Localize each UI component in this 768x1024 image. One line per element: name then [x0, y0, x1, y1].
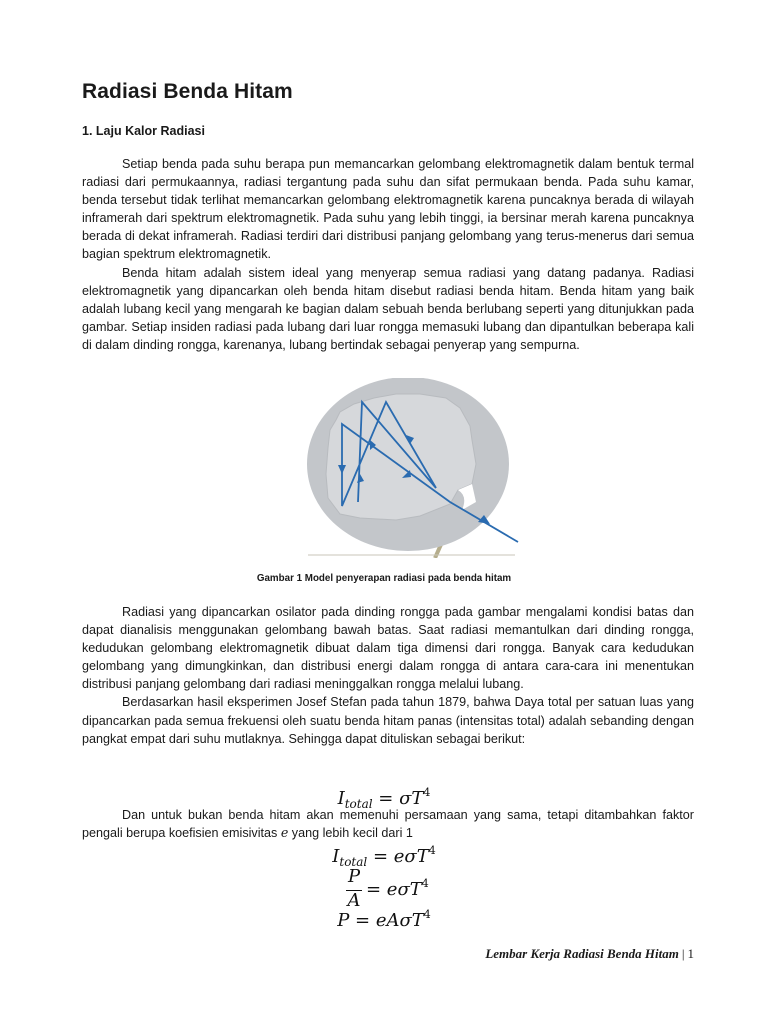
eq-subscript: total [344, 797, 373, 811]
eq-symbol: I [337, 788, 345, 809]
eq-exponent: 4 [428, 844, 436, 857]
eq-rhs: = σT [372, 788, 424, 809]
page-title: Radiasi Benda Hitam [82, 80, 293, 103]
equation-power [0, 908, 768, 931]
blackbody-cavity-figure [300, 378, 522, 558]
paragraph [82, 806, 694, 842]
text-part: yang lebih kecil dari 1 [288, 826, 413, 841]
eq-rhs [366, 877, 429, 900]
cavity-diagram [300, 378, 522, 558]
eq-rhs: = eσT [367, 846, 429, 867]
fraction-numerator: P [347, 866, 361, 887]
section-heading: 1. Laju Kalor Radiasi [82, 124, 205, 138]
figure-caption: Gambar 1 Model penyerapan radiasi pada benda hitam [256, 573, 512, 584]
paragraph: Berdasarkan hasil eksperimen Josef Stefan pada tahun 1879, bahwa Daya total per satuan luas yang dipancarkan pada semua frekuensi oleh suatu benda hitam panas (intensitas total) adalah sebanding dengan pangkat empat dari suhu mutlaknya. Sehingga dapat dituliskan sebagai berikut: [82, 695, 694, 746]
eq-rhs: P = eAσT [337, 910, 424, 931]
page-footer [485, 946, 694, 962]
paragraph: Setiap benda pada suhu berapa pun memancarkan gelombang elektromagnetik dalam bentuk termal radiasi dari permukaannya, radiasi tergantung pada suhu dan sifat permukaan benda. Pada suhu kamar, benda tersebut tidak terlihat memancarkan gelombang elektromagnetik karena puncaknya berada di wilayah inframerah dari spektrum elektromagnetik. Pada suhu yang lebih tinggi, ia bersinar merah karena puncaknya berada di dekat inframerah. Radiasi terdiri dari distribusi panjang gelombang yang terus-menerus dari semua bagian spektrum elektromagnetik. [82, 157, 694, 262]
footer-separator: | [681, 946, 685, 961]
paragraph: Radiasi yang dipancarkan osilator pada dinding rongga pada gambar mengalami kondisi batas dan dapat dianalisis menggunakan gelombang bawah batas. Saat radiasi memantulkan dari dinding rongga, kedudukan gelombang elektromagnetik dibuat dalam tiga dimensi dari rongga. Banyak cara kedudukan gelombang yang dimungkinkan, dan distribusi energi dalam rongga di antara cara-cara ini menentukan distribusi panjang gelombang dari radiasi meninggalkan rongga melalui lubang. [82, 605, 694, 692]
body-text-middle [82, 603, 694, 748]
text-part: Dan untuk bukan benda hitam akan memenuhi persamaan yang sama, tetapi ditambahkan faktor pengali berupa koefisien emisivitas [82, 808, 694, 841]
eq-exponent: 4 [421, 877, 429, 890]
eq-rhs-text: = eσT [366, 879, 422, 900]
footer-title: Lembar Kerja Radiasi Benda Hitam [485, 946, 679, 961]
equation-emissive [0, 844, 768, 869]
emissivity-symbol: e [280, 825, 289, 841]
body-text-top [82, 155, 694, 354]
eq-exponent: 4 [423, 786, 431, 799]
eq-exponent: 4 [423, 908, 431, 921]
eq-subscript: total [339, 855, 368, 869]
paragraph: Benda hitam adalah sistem ideal yang menyerap semua radiasi yang datang padanya. Radiasi elektromagnetik yang dipancarkan oleh benda hitam disebut radiasi benda hitam. Benda hitam yang baik adalah lubang kecil yang mengarah ke bagian dalam sebuah benda berlubang seperti yang ditunjukkan pada gambar. Setiap insiden radiasi pada lubang dari luar rongga memasuki lubang dan dipantulkan beberapa kali di dalam dinding rongga, karenanya, lubang bertindak sebagai penyerap yang sempurna. [82, 265, 694, 352]
fraction-denominator: A [347, 890, 361, 911]
body-text-emissivity [82, 806, 694, 842]
page-number: 1 [687, 946, 694, 961]
eq-symbol: I [332, 846, 340, 867]
